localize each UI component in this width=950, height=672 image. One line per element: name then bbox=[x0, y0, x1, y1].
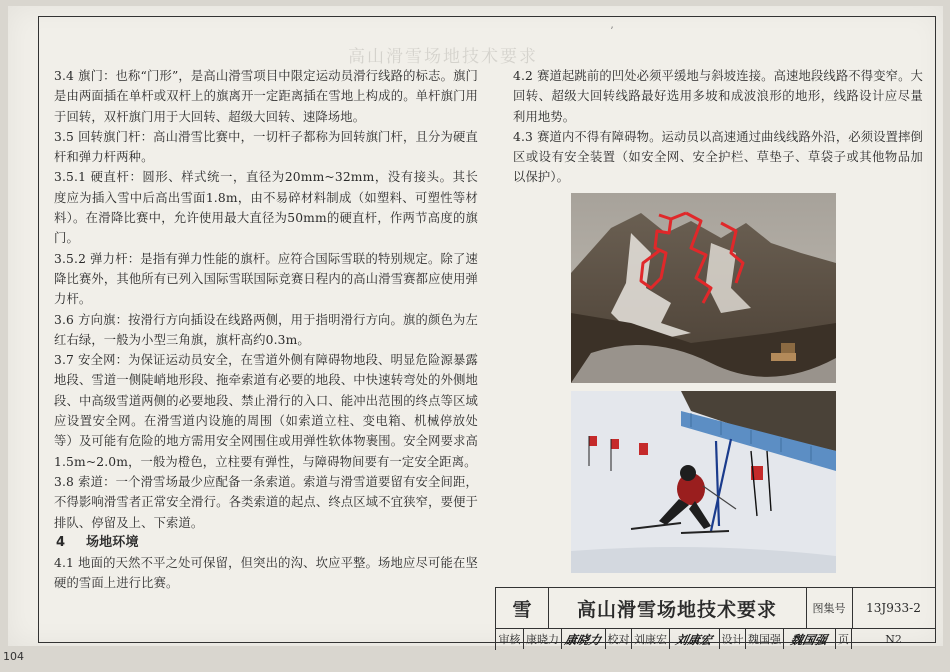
page-label: 页 bbox=[836, 629, 852, 649]
checker-name: 刘康宏 bbox=[632, 629, 670, 649]
document-page bbox=[8, 6, 943, 646]
section-title: 场地环境 bbox=[86, 534, 139, 550]
para-3-5-1: 3.5.1 硬直杆：圆形、样式统一，直径为20mm~32mm，没有接头。其长度应为插入雪中后高出雪面1.8m，由不易碎材料制成（如塑料、可塑性等材料）。在滑降比赛中，允许使用最大直径为50mm的硬直杆，作两节高度的旗门。 bbox=[54, 170, 478, 246]
skier-passing-slalom-gate-photo bbox=[571, 391, 836, 573]
title-block bbox=[495, 587, 935, 650]
ghost-header-text: 高山滑雪场地技术要求 bbox=[348, 47, 538, 67]
para-3-5-2: 3.5.2 弹力杆：是指有弹力性能的旗杆。应符合国际雪联的特别规定。除了速降比赛外，其他所有已列入国际雪联国际竞赛日程内的高山滑雪赛都应使用弹力杆。 bbox=[54, 251, 478, 307]
reviewer-signature: 康晓力 bbox=[562, 629, 606, 649]
category-cell: 雪 bbox=[496, 588, 549, 628]
para-3-7: 3.7 安全网：为保证运动员安全，在雪道外侧有障碍物地段、明显危险源暴露地段、雪道一侧陡峭地形段、拖牵索道有必要的地段、中快速转弯处的外侧地段、中高级雪道两侧的必要地段、禁止滑行的入口、能冲出范围的终点等区域应设置安全网。在滑雪道内设施的周围（如索道立柱、变电箱、机械停放处等）及可能有危险的地方需用安全网围住或用弹性软体物裹围。安全网要求高1.5m~2.0m，一般为橙色，立柱要有弹性，与障碍物间要有一定安全距离。 bbox=[54, 353, 478, 469]
reviewer-name: 康晓力 bbox=[524, 629, 562, 649]
drawing-title: 高山滑雪场地技术要求 bbox=[548, 588, 807, 628]
outer-page-number: 104 bbox=[3, 650, 24, 663]
design-label: 设计 bbox=[720, 629, 746, 649]
checker-signature: 刘康宏 bbox=[670, 629, 720, 649]
designer-name: 魏国强 bbox=[746, 629, 784, 649]
atlas-number-label: 图集号 bbox=[806, 588, 853, 628]
review-label: 审核 bbox=[496, 629, 524, 649]
para-4-1: 4.1 地面的天然不平之处可保留，但突出的沟、坎应平整。场地应尽可能在坚硬的雪面上进行比赛。 bbox=[54, 556, 478, 591]
sheet-page-number: N2 bbox=[885, 632, 902, 646]
para-3-4: 3.4 旗门：也称“门形”，是高山滑雪项目中限定运动员滑行线路的标志。旗门是由两面插在单杆或双杆上的旗离开一定距离插在雪地上构成的。单杆旗门用于回转，双杆旗门用于大回转、超级大回转、速降场地。 bbox=[54, 69, 478, 124]
atlas-number: 13J933-2 bbox=[866, 601, 921, 615]
para-3-8: 3.8 索道：一个滑雪场最少应配备一条索道。索道与滑雪道要留有安全间距，不得影响滑雪者正常安全滑行。各类索道的起点、终点区域不宜狭窄，要便于排队、停留及上、下索道。 bbox=[54, 474, 478, 530]
left-text-column bbox=[54, 66, 478, 594]
section-number: 4 bbox=[56, 534, 66, 550]
para-4-3: 4.3 赛道内不得有障碍物。运动员以高速通过曲线线路外沿，必须设置摔倒区或设有安全装置（如安全网、安全护栏、草垫子、草袋子或其他物品加以保护）。 bbox=[513, 129, 923, 185]
mountain-slope-with-red-ski-runs-photo bbox=[571, 193, 836, 383]
check-label: 校对 bbox=[606, 629, 632, 649]
para-4-2: 4.2 赛道起跳前的凹处必须平缓地与斜坡连接。高速地段线路不得变窄。大回转、超级大回转线路最好选用多坡和成波浪形的地形，线路设计应尽量利用地势。 bbox=[513, 69, 923, 124]
right-text-column bbox=[513, 66, 923, 188]
section-heading-4 bbox=[54, 533, 478, 553]
para-3-6: 3.6 方向旗：按滑行方向插设在线路两侧，用于指明滑行方向。旗的颜色为左红右绿，一般为小型三角旗，旗杆高约0.3m。 bbox=[54, 312, 478, 347]
pencil-mark: ʼ bbox=[610, 26, 614, 37]
para-3-5: 3.5 回转旗门杆：高山滑雪比赛中，一切杆子都称为回转旗门杆，且分为硬直杆和弹力杆两种。 bbox=[54, 129, 478, 165]
designer-signature: 魏国强 bbox=[784, 629, 836, 649]
